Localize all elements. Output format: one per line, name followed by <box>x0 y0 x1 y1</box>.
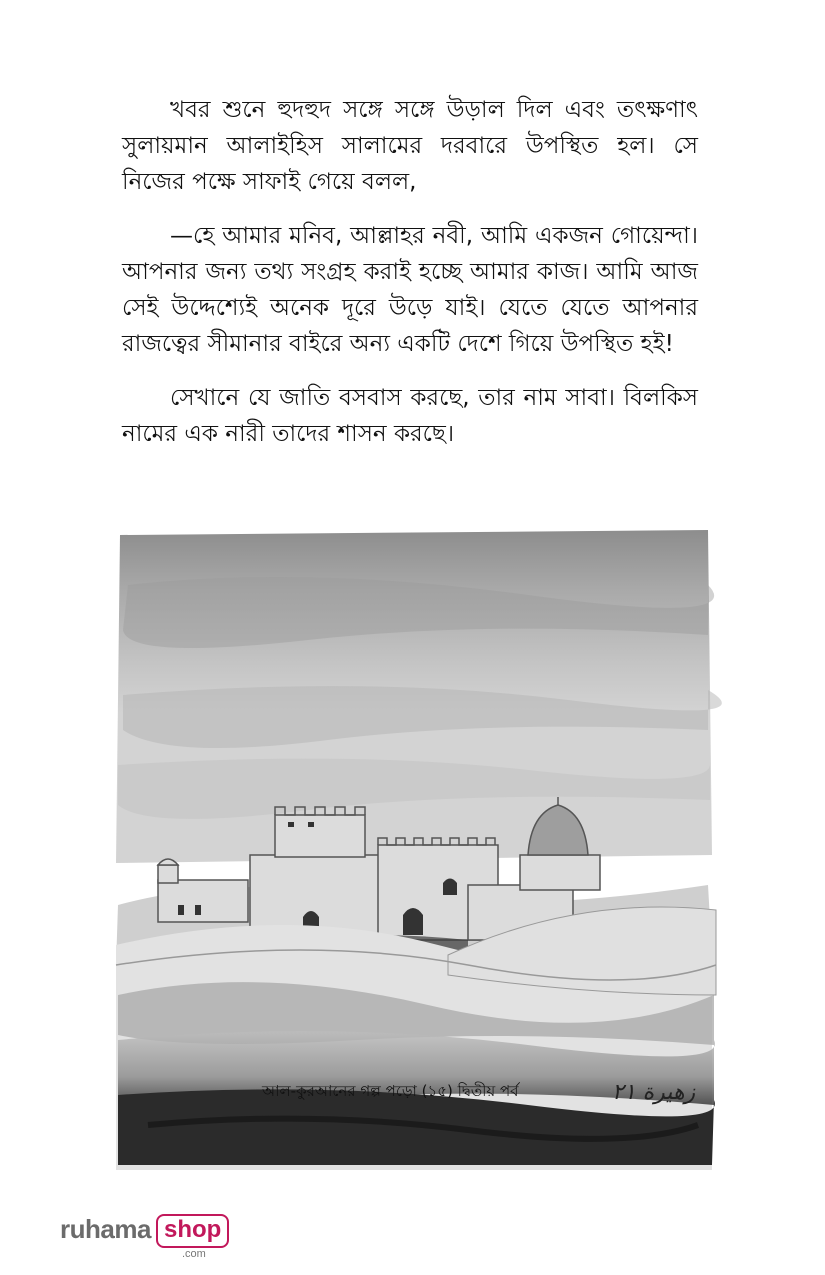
paragraph-3: সেখানে যে জাতি বসবাস করছে, তার নাম সাবা। বিলকিস নামের এক নারী তাদের শাসন করছে। <box>122 385 698 447</box>
paragraph-1: খবর শুনে হুদহুদ সঙ্গে সঙ্গে উড়াল দিল এবং তৎক্ষণাৎ সুলায়মান আলাইহিস সালামের দরবারে উপস্থিত হল। সে নিজের পক্ষে সাফাই গেয়ে বলল, <box>122 97 698 195</box>
logo-text-shop: shop <box>156 1214 229 1248</box>
watercolor-scene <box>108 525 723 1170</box>
fortress-illustration <box>108 525 723 1170</box>
paragraph-2: —হে আমার মনিব, আল্লাহর নবী, আমি একজন গোয়েন্দা। আপনার জন্য তথ্য সংগ্রহ করাই হচ্ছে আমার কাজ। আমি আজ সেই উদ্দেশ্যেই অনেক দূরে উড়ে যাই। যেতে যেতে আপনার রাজত্বের সীমানার বাইরে অন্য একটি দেশে গিয়ে উপস্থিত হই! <box>122 223 698 357</box>
logo-text-ruhama: ruhama <box>60 1214 151 1244</box>
ruhamashop-logo <box>60 1212 260 1262</box>
logo-text-domain: .com <box>182 1248 206 1260</box>
illustration-caption: আল-কুরআনের গল্প পড়ো (১৫) দ্বিতীয় পর্ব <box>262 1082 519 1100</box>
story-text <box>122 92 698 452</box>
artist-signature: زهيرة ٢١ <box>612 1080 696 1105</box>
